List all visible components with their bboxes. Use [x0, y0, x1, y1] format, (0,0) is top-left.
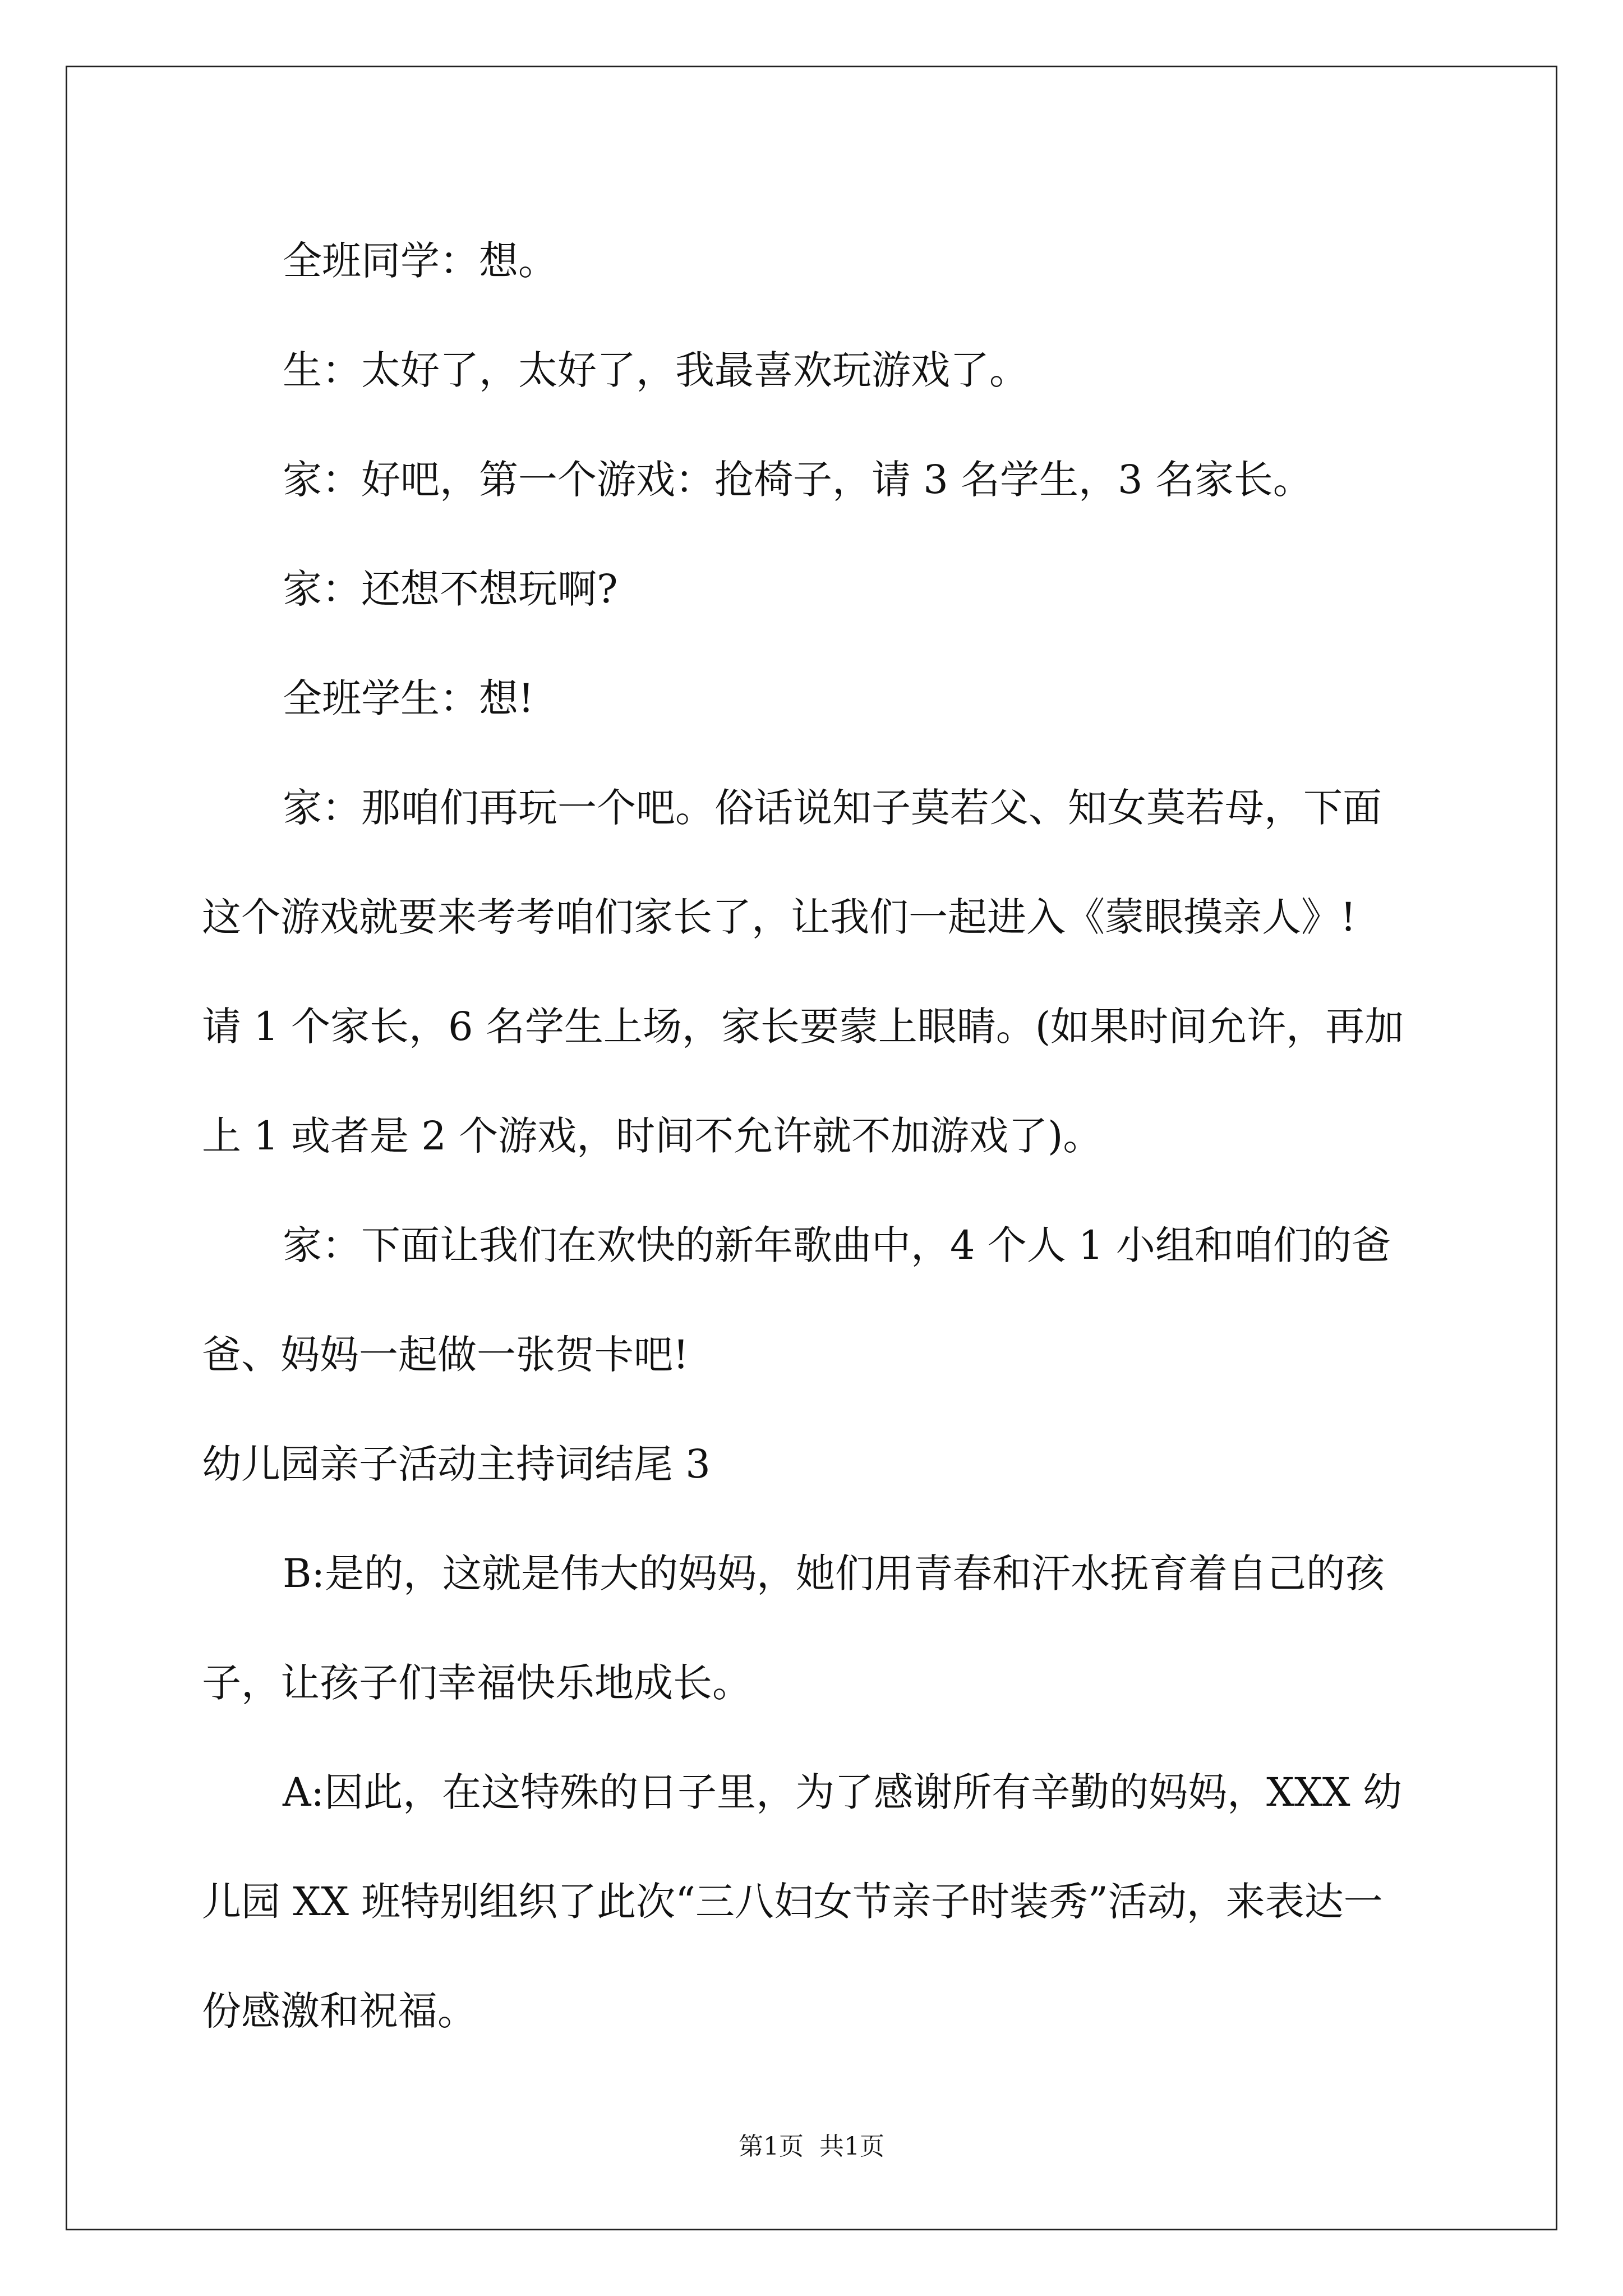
- paragraph-line: 家：好吧，第一个游戏：抢椅子，请 3 名学生，3 名家长。: [283, 457, 1312, 503]
- paragraph-line: B:是的，这就是伟大的妈妈，她们用青春和汗水抚育着自己的孩: [283, 1550, 1385, 1596]
- paragraph-line: 全班学生：想!: [283, 675, 534, 721]
- paragraph-line: A:因此，在这特殊的日子里，为了感谢所有辛勤的妈妈，XXX 幼: [283, 1769, 1402, 1815]
- paragraph-line: 家：那咱们再玩一个吧。俗话说知子莫若父、知女莫若母，下面: [283, 785, 1382, 831]
- paragraph-line: 生：太好了，太好了，我最喜欢玩游戏了。: [283, 347, 1029, 393]
- paragraph-line: 请 1 个家长，6 名学生上场，家长要蒙上眼睛。(如果时间允许，再加: [202, 1004, 1404, 1050]
- paragraph-line: 家：下面让我们在欢快的新年歌曲中，4 个人 1 小组和咱们的爸: [283, 1222, 1391, 1268]
- paragraph-line: 爸、妈妈一起做一张贺卡吧!: [202, 1332, 689, 1378]
- paragraph-line: 子，让孩子们幸福快乐地成长。: [202, 1660, 751, 1706]
- paragraph-line: 份感激和祝福。: [202, 1988, 477, 2034]
- page-total: 共1页: [819, 2132, 884, 2161]
- paragraph-line: 儿园 XX 班特别组织了此次“三八妇女节亲子时装秀”活动，来表达一: [202, 1879, 1383, 1925]
- paragraph-line: 这个游戏就要来考考咱们家长了，让我们一起进入《蒙眼摸亲人》!: [202, 894, 1357, 940]
- page-number: 第1页: [739, 2132, 804, 2161]
- paragraph-line: 家：还想不想玩啊?: [283, 566, 618, 612]
- section-heading: 幼儿园亲子活动主持词结尾 3: [202, 1441, 711, 1487]
- paragraph-line: 全班同学：想。: [283, 238, 557, 284]
- paragraph-line: 上 1 或者是 2 个游戏，时间不允许就不加游戏了)。: [202, 1113, 1103, 1159]
- page-footer: [0, 2126, 1623, 2162]
